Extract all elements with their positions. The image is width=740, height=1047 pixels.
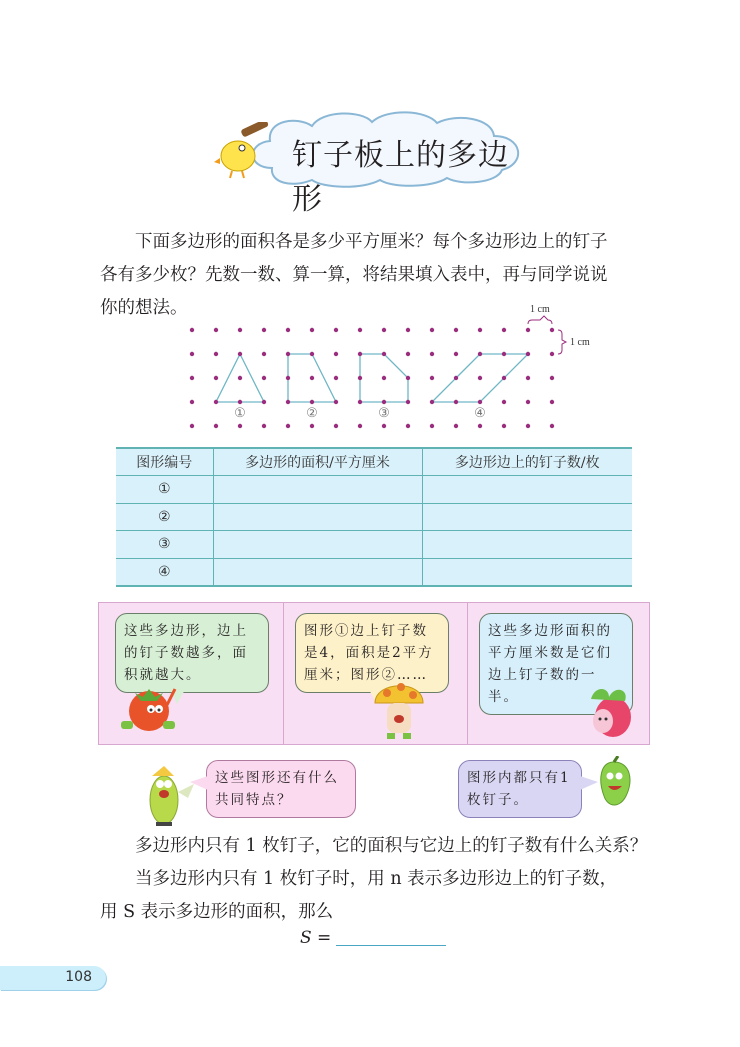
shape-number-cell: ③ xyxy=(116,531,213,559)
peg-dot xyxy=(286,352,290,356)
speech-bubble-radish: 这些多边形面积的平方厘米数是它们边上钉子数的一半。 xyxy=(479,613,633,715)
peg-dot xyxy=(550,352,554,356)
peg-dot xyxy=(262,352,266,356)
peg-dot xyxy=(190,328,194,332)
header-nail-count: 多边形边上的钉子数/枚 xyxy=(454,455,600,471)
scale-label-horizontal: 1 cm xyxy=(530,304,550,315)
peg-dot xyxy=(502,400,506,404)
area-input-cell[interactable] xyxy=(213,531,422,559)
panel-divider xyxy=(283,603,284,744)
peg-dot xyxy=(238,352,242,356)
peg-dot xyxy=(310,400,314,404)
peg-dot xyxy=(430,352,434,356)
pepper-character-icon xyxy=(592,756,638,810)
area-input-cell[interactable] xyxy=(213,503,422,531)
peg-dot xyxy=(526,424,530,428)
peg-dot xyxy=(478,328,482,332)
peg-dot xyxy=(406,424,410,428)
peg-dot xyxy=(382,352,386,356)
peg-dot xyxy=(358,376,362,380)
radish-character-icon xyxy=(585,685,635,741)
peg-dot xyxy=(334,352,338,356)
peg-dot xyxy=(214,328,218,332)
peg-dot xyxy=(550,424,554,428)
peg-dot xyxy=(478,352,482,356)
table-header-row xyxy=(116,448,632,476)
peg-dot xyxy=(406,328,410,332)
peg-dot xyxy=(430,328,434,332)
mushroom-character-icon xyxy=(371,675,427,745)
peg-dot xyxy=(358,400,362,404)
peg-dot xyxy=(310,424,314,428)
brace-horizontal xyxy=(528,316,552,324)
speech-bubble-mushroom: 图形①边上钉子数是4，面积是2平方厘米；图形②…… xyxy=(295,613,449,693)
header-area: 多边形的面积/平方厘米 xyxy=(213,448,422,476)
discussion-panel xyxy=(98,602,650,745)
peg-dot xyxy=(238,424,242,428)
peg-dot xyxy=(190,400,194,404)
peg-dot xyxy=(214,376,218,380)
area-input-cell[interactable] xyxy=(213,558,422,586)
peg-dot xyxy=(406,352,410,356)
peg-dot xyxy=(382,376,386,380)
shape-label: ② xyxy=(306,406,318,421)
intro-line-2: 各有多少枚？先数一数、算一算，将结果填入表中，再与同学说说 xyxy=(100,265,608,285)
peg-dot xyxy=(502,352,506,356)
peg-dot xyxy=(550,376,554,380)
page-title: 钉子板上的多边形 xyxy=(292,138,509,217)
corn-character-icon xyxy=(138,762,198,828)
peg-dot xyxy=(214,424,218,428)
pegboard-diagram xyxy=(0,0,740,460)
intro-line-3: 你的想法。 xyxy=(100,298,188,318)
peg-dot xyxy=(526,376,530,380)
peg-dot xyxy=(214,352,218,356)
peg-dot xyxy=(454,376,458,380)
nail-count-input-cell[interactable] xyxy=(422,476,632,504)
peg-dot xyxy=(454,328,458,332)
peg-dot xyxy=(382,400,386,404)
peg-dot xyxy=(238,400,242,404)
shape-number-cell: ① xyxy=(116,476,213,504)
speech-bubble-corn: 这些图形还有什么共同特点？ xyxy=(206,760,356,818)
peg-dot xyxy=(238,328,242,332)
table-row xyxy=(116,531,632,559)
formula-label: S = xyxy=(300,928,332,948)
peg-dot xyxy=(310,352,314,356)
peg-dot xyxy=(190,352,194,356)
peg-dot xyxy=(502,376,506,380)
peg-dot xyxy=(526,328,530,332)
peg-dot xyxy=(262,400,266,404)
tomato-character-icon xyxy=(117,681,187,739)
peg-dot xyxy=(310,328,314,332)
peg-dot xyxy=(478,400,482,404)
shape-label: ③ xyxy=(378,406,390,421)
nail-count-input-cell[interactable] xyxy=(422,558,632,586)
peg-dot xyxy=(502,328,506,332)
peg-dot xyxy=(358,328,362,332)
peg-dot xyxy=(454,352,458,356)
table-row xyxy=(116,503,632,531)
peg-dot xyxy=(358,424,362,428)
peg-dot xyxy=(334,376,338,380)
peg-dot xyxy=(214,400,218,404)
peg-dot xyxy=(190,376,194,380)
shape-label: ① xyxy=(234,406,246,421)
brace-vertical xyxy=(558,330,566,354)
peg-dot xyxy=(334,328,338,332)
peg-dot xyxy=(334,424,338,428)
peg-dot xyxy=(382,328,386,332)
scale-label-vertical: 1 cm xyxy=(570,337,590,348)
peg-dot xyxy=(262,424,266,428)
peg-dot xyxy=(286,400,290,404)
speech-bubble-pepper: 图形内都只有1枚钉子。 xyxy=(458,760,582,818)
page-number-bar xyxy=(0,966,106,990)
area-input-cell[interactable] xyxy=(213,476,422,504)
peg-dot xyxy=(286,424,290,428)
shape-number-cell: ④ xyxy=(116,558,213,586)
page-number: 108 xyxy=(65,969,92,985)
table-row xyxy=(116,558,632,586)
shape-label: ④ xyxy=(474,406,486,421)
peg-dot xyxy=(406,400,410,404)
peg-dot xyxy=(262,328,266,332)
peg-dot xyxy=(526,400,530,404)
question-line-2: 当多边形内只有 1 枚钉子时，用 n 表示多边形边上的钉子数， xyxy=(135,869,618,889)
peg-dot xyxy=(430,400,434,404)
peg-dot xyxy=(478,424,482,428)
question-paragraph xyxy=(100,830,660,929)
results-table xyxy=(116,447,632,587)
peg-dot xyxy=(430,376,434,380)
nail-count-input-cell[interactable] xyxy=(422,503,632,531)
peg-dot xyxy=(262,376,266,380)
table-row xyxy=(116,476,632,504)
peg-dot xyxy=(190,424,194,428)
shape-number-cell: ② xyxy=(116,503,213,531)
peg-dot xyxy=(526,352,530,356)
peg-dot xyxy=(406,376,410,380)
peg-dot xyxy=(286,328,290,332)
intro-line-1: 下面多边形的面积各是多少平方厘米？每个多边形边上的钉子 xyxy=(135,232,608,252)
peg-dot xyxy=(454,400,458,404)
header-shape-number: 图形编号 xyxy=(116,448,213,476)
peg-dot xyxy=(454,424,458,428)
formula-answer-blank[interactable] xyxy=(336,926,446,946)
bubble-tail xyxy=(190,776,208,790)
question-line-3: 用 S 表示多边形的面积，那么 xyxy=(100,902,334,922)
speech-bubble-tomato: 这些多边形，边上的钉子数越多，面积就越大。 xyxy=(115,613,269,693)
peg-dot xyxy=(358,352,362,356)
panel-divider xyxy=(467,603,468,744)
nail-count-input-cell[interactable] xyxy=(422,531,632,559)
peg-dot xyxy=(238,376,242,380)
peg-dot xyxy=(310,376,314,380)
peg-dot xyxy=(478,376,482,380)
peg-dot xyxy=(334,400,338,404)
peg-dot xyxy=(286,376,290,380)
peg-dot xyxy=(382,424,386,428)
peg-dot xyxy=(550,328,554,332)
peg-dot xyxy=(430,424,434,428)
peg-dot xyxy=(550,400,554,404)
peg-dot xyxy=(502,424,506,428)
question-line-1: 多边形内只有 1 枚钉子，它的面积与它边上的钉子数有什么关系？ xyxy=(135,836,648,856)
